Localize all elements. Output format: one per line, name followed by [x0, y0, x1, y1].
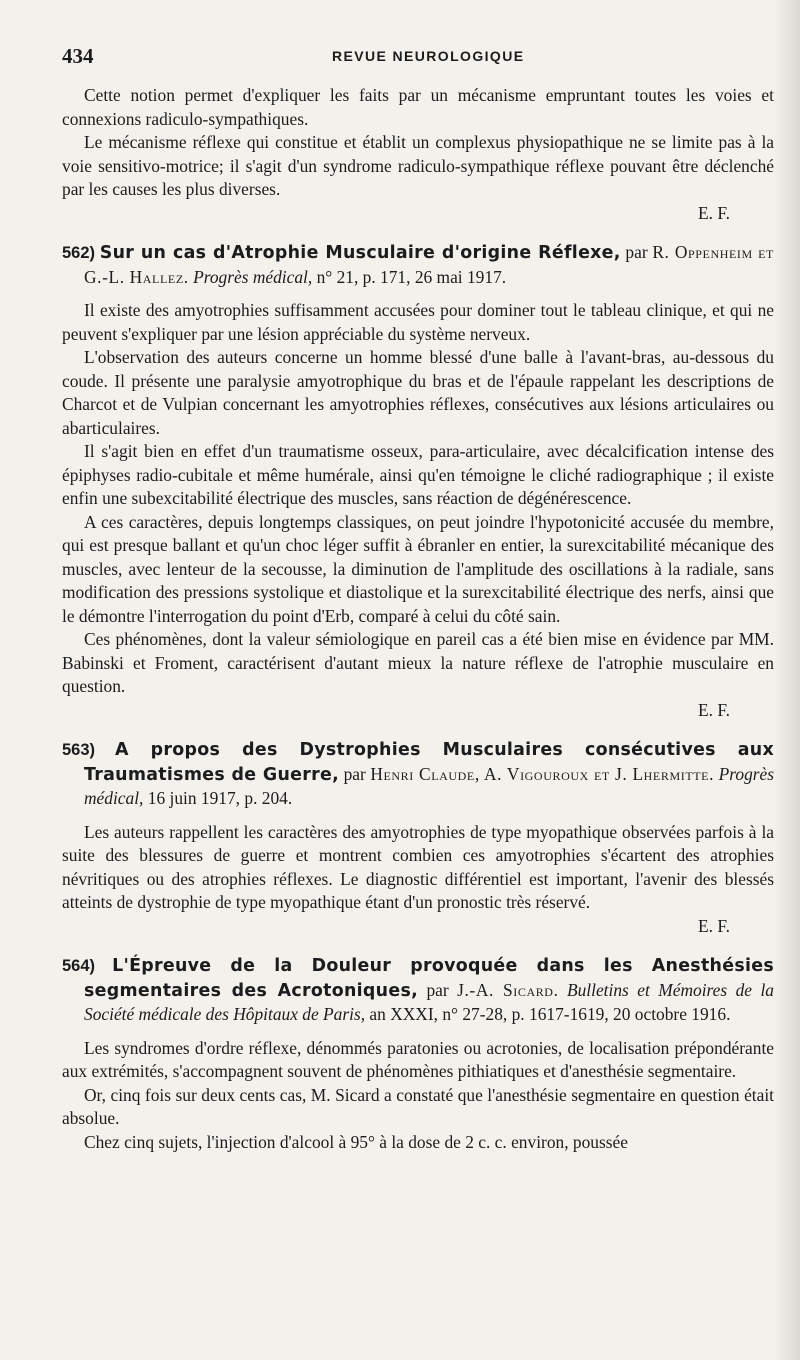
article-heading [62, 954, 774, 1027]
article-number: 562) [62, 244, 96, 262]
article-source-details: n° 21, p. 171, 26 mai 1917. [312, 266, 507, 287]
article-563 [62, 738, 774, 938]
article-562 [62, 241, 774, 722]
article-paragraph: A ces caractères, depuis longtemps classiques, on peut joindre l'hypotonicité accusée du membre, qui est presque ballant et qu'un choc léger suffit à ébranler en entier, la surexcitabilité mécanique des muscles, avec lenteur de la secousse, la diminution de l'amplitude des oscillations à la radiale, sans modification des pressions systolique et diastolique et la surexcitabilité électrique des nerfs, ainsi que le démontre l'interrogation du point d'Erb, comparé à celui du côté sain. [62, 511, 774, 626]
running-title: REVUE NEUROLOGIQUE [332, 48, 525, 64]
article-number: 564) [62, 957, 96, 975]
article-title: A propos des Dystrophies Musculaires consécutives aux Traumatismes de Guerre, [84, 740, 774, 785]
article-paragraph: Il s'agit bien en effet d'un traumatisme osseux, para-articulaire, avec décalcification intense des épiphyses radio-cubitale et même humérale, ainsi qu'en témoigne le cliché radiographique ; il existe enfin une subexcitabilité électrique des muscles, sans réaction de dégénérescence. [62, 441, 774, 508]
signature: E. F. [698, 202, 730, 223]
by-word: par [418, 979, 458, 1000]
signature: E. F. [698, 915, 730, 936]
article-paragraph: Les syndromes d'ordre réflexe, dénommés paratonies ou acrotonies, de localisation prépondérante aux extrémités, s'accompagnent souvent de phénomènes pithiatiques et d'anesthésie segmentaire. [62, 1037, 774, 1081]
article-paragraph: Chez cinq sujets, l'injection d'alcool à 95° à la dose de 2 c. c. environ, poussée [84, 1131, 628, 1152]
article-heading [62, 241, 774, 289]
article-heading [62, 738, 774, 811]
article-source: Progrès médical, [193, 266, 313, 287]
page-edge-shadow [774, 0, 800, 1360]
article-source-details: an XXXI, n° 27-28, p. 1617-1619, 20 octobre 1916. [365, 1004, 731, 1024]
by-word: par [620, 242, 653, 262]
article-paragraph: Les auteurs rappellent les caractères des amyotrophies de type myopathique observées parfois à la suite des blessures de guerre et montrent combien ces amyotrophies s'écartent des atrophies névritiques ou des atrophies réflexes. Le diagnostic différentiel est important, l'avenir des blessés atteints de dystrophie de type myopathique étant d'un pronostic très réservé. [62, 821, 774, 912]
article-source-details: 16 juin 1917, p. 204. [143, 788, 293, 808]
article-authors: Henri Claude, A. Vigouroux et J. Lhermitte. [370, 763, 715, 784]
article-authors: R. Oppenheim et G.-L. Hallez. [84, 242, 774, 287]
by-word: par [339, 763, 371, 784]
article-authors: J.-A. Sicard. [457, 979, 559, 1000]
page-content [62, 84, 774, 1154]
article-source: Progrès médical, [84, 763, 775, 808]
article-title: L'Épreuve de la Douleur provoquée dans les Anesthésies segmentaires des Acrotoniques, [84, 956, 774, 1001]
article-paragraph: L'observation des auteurs concerne un homme blessé d'une balle à l'avant-bras, au-dessous du coude. Il présente une paralysie amyotrophique du bras et de l'épaule rappelant les descriptions de Charcot et de Vulpian concernant les amyotrophies réflexes, consécutives aux lésions articulaires ou abarticulaires. [62, 347, 774, 438]
signature: E. F. [698, 699, 730, 720]
article-title: Sur un cas d'Atrophie Musculaire d'origine Réflexe, [99, 243, 621, 263]
intro-paragraph: Le mécanisme réflexe qui constitue et établit un complexus physiopathique ne se limite pas à la voie sensitivo-motrice; il s'agit d'un syndrome radiculo-sympathique réflexe pouvant être déclenché par les causes les plus diverses. [62, 132, 774, 199]
article-source: Bulletins et Mémoires de la Société médicale des Hôpitaux de Paris, [84, 979, 774, 1024]
article-paragraph: Il existe des amyotrophies suffisamment accusées pour dominer tout le tableau clinique, et qui ne peuvent s'expliquer par une lésion appréciable du système nerveux. [62, 300, 774, 344]
article-paragraph: Or, cinq fois sur deux cents cas, M. Sicard a constaté que l'anesthésie segmentaire en question était absolue. [62, 1084, 774, 1128]
page-header [62, 44, 752, 74]
intro-paragraph: Cette notion permet d'expliquer les faits par un mécanisme empruntant toutes les voies et connexions radiculo-sympathiques. [62, 85, 774, 129]
article-paragraph: Ces phénomènes, dont la valeur sémiologique en pareil cas a été bien mise en évidence par MM. Babinski et Froment, caractérisent d'autant mieux la nature réflexe de l'atrophie musculaire en question. [62, 629, 774, 696]
article-564 [62, 954, 774, 1154]
article-number: 563) [62, 741, 96, 759]
page-number: 434 [62, 44, 94, 68]
